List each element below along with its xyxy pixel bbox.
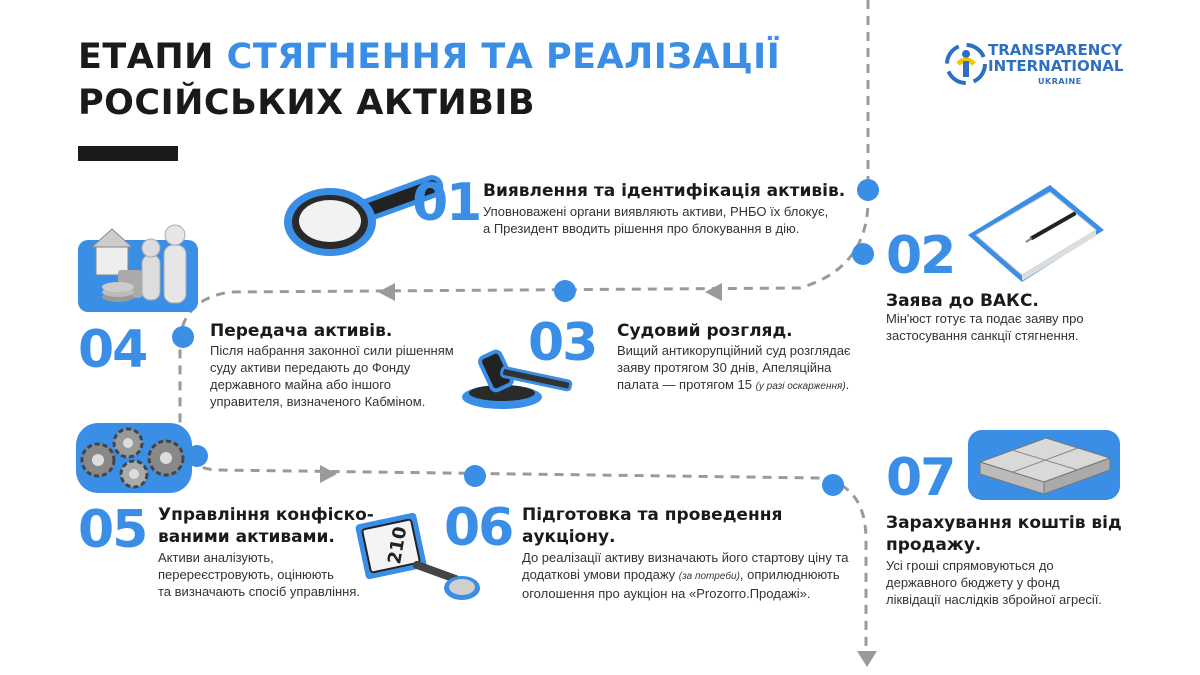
step-title-06 xyxy=(522,504,782,548)
desc-line: Уповноважені органи виявляють активи, РНБО їх блокує, xyxy=(483,204,829,219)
logo-line-2: INTERNATIONAL xyxy=(988,57,1124,75)
step-desc-06 xyxy=(522,549,848,602)
step-dot-03 xyxy=(554,280,576,302)
desc-line: державного майна або іншого xyxy=(210,377,391,392)
step-number-04: 04 xyxy=(78,320,147,380)
logo-line-1: TRANSPARENCY xyxy=(988,41,1123,59)
desc-line: До реалізації активу визначають його стартову ціну та xyxy=(522,550,849,565)
logo-line-3: UKRAINE xyxy=(1038,77,1082,86)
step-dot-04 xyxy=(172,326,194,348)
step-title-05 xyxy=(158,504,374,548)
title-highlight: СТЯГНЕННЯ ТА РЕАЛІЗАЦІЇ xyxy=(226,37,781,77)
desc-line: а Президент вводить рішення про блокування в дію. xyxy=(483,221,800,236)
step-desc-03 xyxy=(617,342,851,395)
path-arrow-right-1 xyxy=(320,465,337,483)
title-line-1 xyxy=(78,34,780,80)
step-number-01: 01 xyxy=(412,173,481,233)
desc-note: (за потреби) xyxy=(678,571,740,582)
title-line: Зарахування коштів від xyxy=(886,513,1122,533)
desc-line: заяву протягом 30 днів, Апеляційна xyxy=(617,360,832,375)
title-line: ваними активами. xyxy=(158,527,335,547)
step-title-03: Судовий розгляд. xyxy=(617,321,793,341)
desc-line: Після набрання законної сили рішенням xyxy=(210,343,454,358)
gears-icon xyxy=(76,423,192,493)
desc-text: додаткові умови продажу xyxy=(522,567,679,582)
step-number-07: 07 xyxy=(886,448,955,508)
desc-line: Усі гроші спрямовуються до xyxy=(886,558,1054,573)
step-number-05: 05 xyxy=(78,500,147,560)
desc-line: застосування санкції стягнення. xyxy=(886,328,1079,343)
desc-line: державного бюджету у фонд xyxy=(886,575,1060,590)
desc-line: Вищий антикорупційний суд розглядає xyxy=(617,343,851,358)
desc-line: перереєстровують, оцінюють xyxy=(158,567,334,582)
path-arrow-left-2 xyxy=(378,283,395,301)
step-desc-04 xyxy=(210,342,454,410)
title-line-2: РОСІЙСЬКИХ АКТИВІВ xyxy=(78,83,536,123)
step-number-03: 03 xyxy=(528,313,597,373)
desc-line xyxy=(617,376,851,395)
title-line: аукціону. xyxy=(522,527,616,547)
title-underline-bar xyxy=(78,146,178,161)
desc-line: оголошення про аукціон на «Prozorro.Продажі». xyxy=(522,586,811,601)
step-title-01: Виявлення та ідентифікація активів. xyxy=(483,181,846,201)
ti-logo-icon xyxy=(944,42,988,86)
desc-line: та визначають спосіб управління. xyxy=(158,584,361,599)
step-title-02: Заява до ВАКС. xyxy=(886,291,1039,311)
paddle-number: 210 xyxy=(384,525,412,566)
step-desc-07 xyxy=(886,557,1102,608)
document-pen-icon xyxy=(968,185,1104,282)
step-desc-02 xyxy=(886,310,1084,344)
desc-line: ліквідації наслідків збройної агресії. xyxy=(886,592,1103,607)
desc-text: палата — протягом 15 xyxy=(617,377,756,392)
desc-note: (у разі оскарження) xyxy=(755,381,846,392)
step-dot-01 xyxy=(857,179,879,201)
step-dot-02 xyxy=(852,243,874,265)
desc-text: , оприлюднюють xyxy=(739,567,840,582)
desc-line: Мін'юст готує та подає заяву про xyxy=(886,311,1084,326)
step-title-04: Передача активів. xyxy=(210,321,393,341)
step-title-07 xyxy=(886,512,1122,556)
title-line: продажу. xyxy=(886,535,982,555)
money-stacks-icon xyxy=(968,430,1120,500)
logo-text xyxy=(988,42,1123,74)
path-arrow-left-1 xyxy=(705,283,722,301)
page-title xyxy=(78,34,780,126)
desc-line xyxy=(522,566,848,585)
desc-line: Активи аналізують, xyxy=(158,550,274,565)
step-dot-06 xyxy=(464,465,486,487)
desc-line: суду активи передають до Фонду xyxy=(210,360,411,375)
assets-figures-icon xyxy=(78,225,198,312)
step-number-02: 02 xyxy=(886,226,955,286)
title-part-1: ЕТАПИ xyxy=(78,37,227,77)
step-number-06: 06 xyxy=(444,498,513,558)
desc-line: управителя, визначеного Кабміном. xyxy=(210,394,426,409)
title-line: Управління конфіско- xyxy=(158,505,374,525)
title-line: Підготовка та проведення xyxy=(522,505,783,525)
step-desc-05 xyxy=(158,549,360,600)
desc-end: . xyxy=(845,377,850,392)
path-arrow-down xyxy=(857,651,877,667)
step-dot-07 xyxy=(822,474,844,496)
step-desc-01 xyxy=(483,203,828,237)
